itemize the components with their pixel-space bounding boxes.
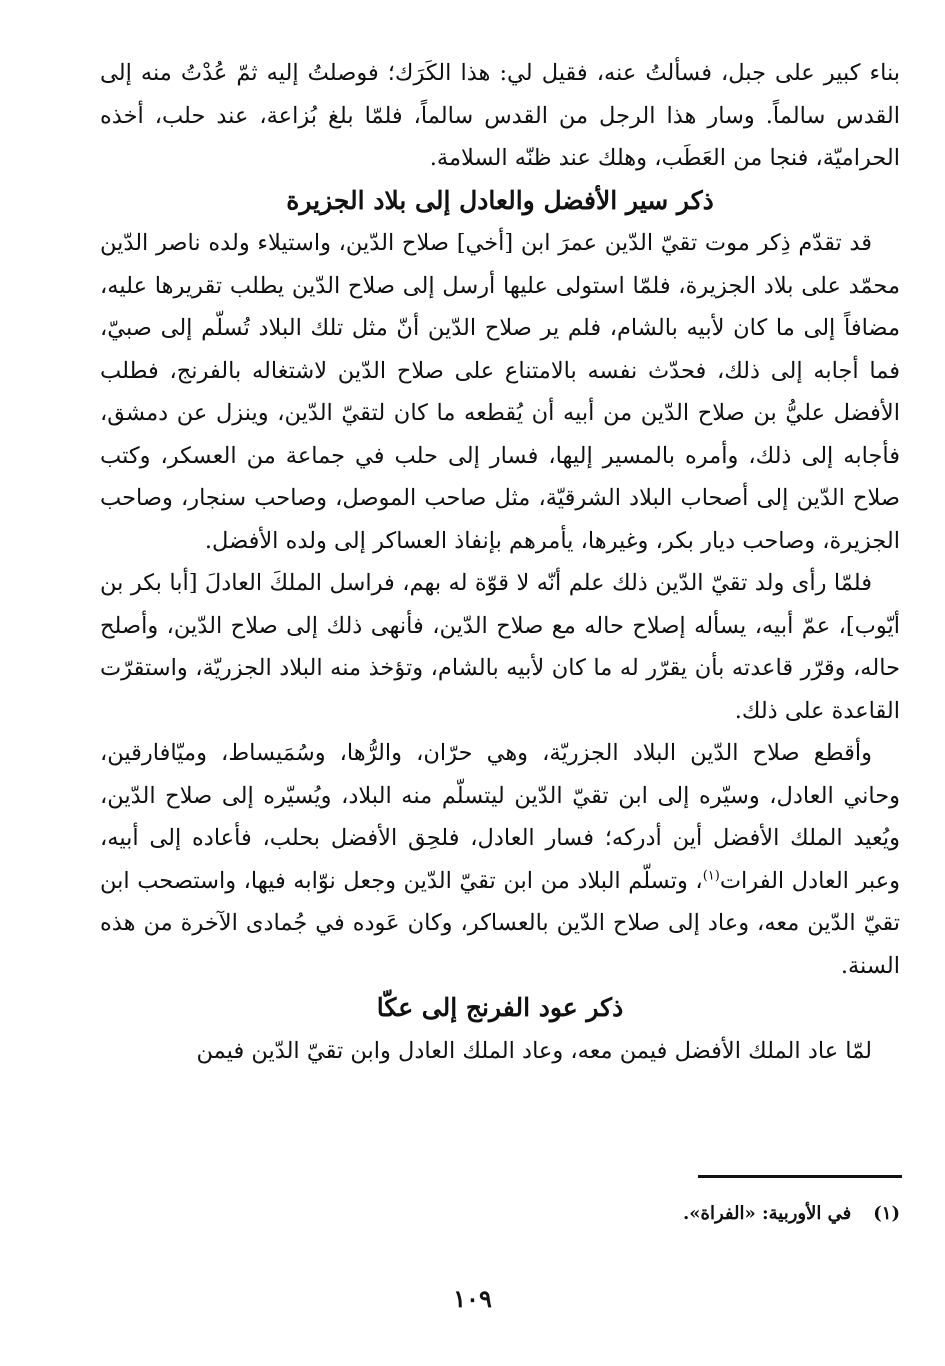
paragraph-3-part-b: ، وتسلّم البلاد من ابن تقيّ الدّين وجعل نوّابه فيها، واستصحب ابن تقيّ الدّين معه، وعاد إلى صلاح الدّين بالعساكر، وكان عَوده في جُمادى الآخرة من هذه السنة. [100,867,900,979]
paragraph-1: قد تقدّم ذِكر موت تقيّ الدّين عمرَ ابن [أخي] صلاح الدّين، واستيلاء ولده ناصر الدّين محمّد على بلاد الجزيرة، فلمّا استولى عليها أرسل إلى صلاح الدّين يطلب تقريرها عليه، مضافاً إلى ما كان لأبيه بالشام، فلم ير صلاح الدّين أنّ مثل تلك البلاد تُسلّم إلى صبيّ، فما أجابه إلى ذلك، فحدّث نفسه بالامتناع على صلاح الدّين لاشتغاله بالفرنج، فطلب الأفضل عليُّ بن صلاح الدّين من أبيه أن يُقطعه ما كان لتقيّ الدّين، وينزل عن دمشق، فأجابه إلى ذلك، وأمره بالمسير إليها، فسار إلى حلب في جماعة من العسكر، وكتب صلاح الدّين إلى أصحاب البلاد الشرقيّة، مثل صاحب الموصل، وصاحب سنجار، وصاحب الجزيرة، وصاحب ديار بكر، وغيرها، يأمرهم بإنفاذ العساكر إلى ولده الأفضل. [100,230,900,554]
footnote-separator [698,1175,902,1178]
page-number: ١٠٩ [453,1284,492,1313]
paragraph-3 [100,732,900,987]
footnote-number: (١) [873,1203,900,1224]
paragraph-3-part-a: وأقطع صلاح الدّين البلاد الجزريّة، وهي حرّان، والرُّها، وسُمَيساط، وميّافارقين، وحاني العادل، وسيّره إلى ابن تقيّ الدّين ليتسلّم منه البلاد، ويُسيّره إلى صلاح الدّين، ويُعيد الملك الأفضل أين أدركه؛ فسار العادل، فلحِق الأفضل بحلب، فأعاده إلى أبيه، وعبر العادل الفرات [100,740,900,894]
paragraph-2: فلمّا رأى ولد تقيّ الدّين ذلك علم أنّه لا قوّة له بهم، فراسل الملكَ العادلَ [أبا بكر بن أيّوب]، عمّ أبيه، يسأله إصلاح حاله مع صلاح الدّين، فأنهى ذلك إلى صلاح الدّين، وأصلح حاله، وقرّر قاعدته بأن يقرّر له ما كان لأبيه بالشام، وتؤخذ منه البلاد الجزريّة، واستقرّت القاعدة على ذلك. [100,570,900,724]
footnote-reference[interactable]: (١) [702,868,720,883]
main-text [100,52,900,1072]
footnote-text: في الأوربية: «الفراة». [683,1203,852,1224]
paragraph-continuation: بناء كبير على جبل، فسألتُ عنه، فقيل لي: هذا الكَرَك؛ فوصلتُ إليه ثمّ عُدْتُ منه إلى القدس سالماً. وسار هذا الرجل من القدس سالماً، فلمّا بلغ بُزاعة، عند حلب، أخذه الحراميّة، فنجا من العَطَب، وهلك عند ظنّه السلامة. [100,60,900,171]
footnote [400,1198,900,1230]
section-heading-afdal-adil: ذكر سير الأفضل والعادل إلى بلاد الجزيرة [286,185,714,215]
paragraph-4: لمّا عاد الملك الأفضل فيمن معه، وعاد الملك العادل وابن تقيّ الدّين فيمن [196,1037,872,1064]
section-heading-franks-acre: ذكر عود الفرنج إلى عكّا [376,993,624,1022]
